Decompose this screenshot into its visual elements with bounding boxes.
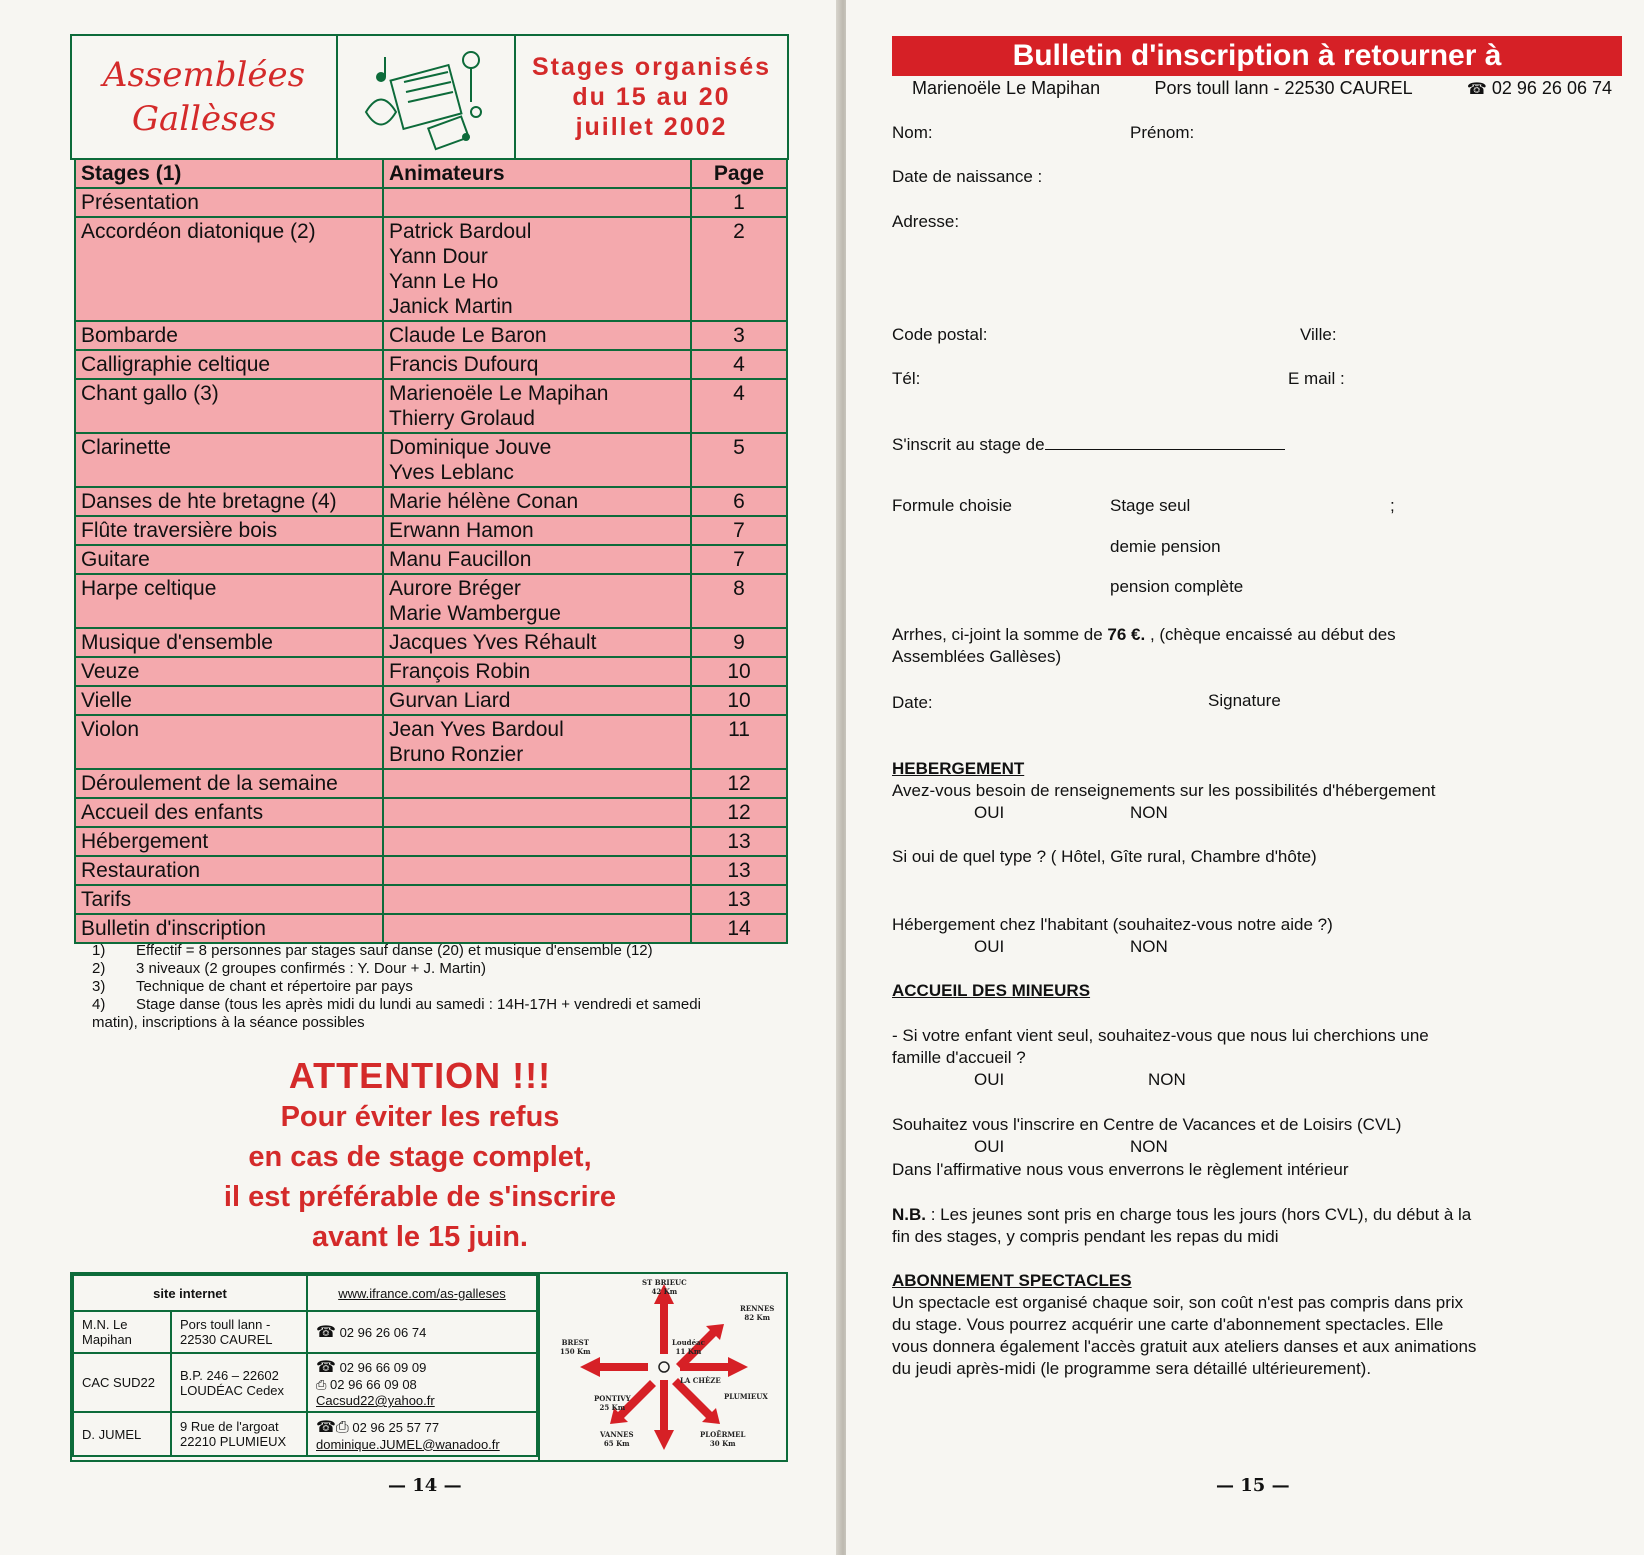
page-number: 13 [691, 856, 787, 885]
footnote [92, 942, 732, 960]
page-number: 12 [691, 798, 787, 827]
animateur-name [389, 771, 685, 796]
label-prenom: Prénom: [1130, 123, 1195, 142]
title-line-2: du 15 au 20 [572, 83, 731, 111]
table-row [75, 217, 787, 321]
label-formule: Formule choisie [892, 496, 1012, 515]
stage-field [892, 434, 1285, 456]
acc-q2-non[interactable]: NON [1130, 1137, 1168, 1156]
animateur-name: Yann Le Ho [389, 270, 499, 293]
stage-name: Flûte traversière bois [75, 516, 383, 545]
page-number: 11 [691, 715, 787, 769]
animateurs-cell [383, 798, 691, 827]
stage-name: Chant gallo (3) [75, 379, 383, 433]
table-row [75, 379, 787, 433]
formule-option-label: Stage seul [1110, 496, 1191, 515]
table-row [75, 321, 787, 350]
page-number: 10 [691, 657, 787, 686]
dj-email-link[interactable]: dominique.JUMEL@wanadoo.fr [316, 1436, 500, 1452]
footnote-text: Stage danse (tous les après midi du lundi au samedi : 14H-17H + vendredi et samedi matin), inscriptions à la séance possibles [92, 996, 701, 1031]
fax-icon: ⎙ [316, 1377, 327, 1392]
stage-name: Clarinette [75, 433, 383, 487]
animateurs-cell [383, 487, 691, 516]
header-box [70, 34, 789, 160]
page-number: 6 [691, 487, 787, 516]
title-line-1: Stages organisés [531, 53, 772, 81]
abonnement-text: Un spectacle est organisé chaque soir, son coût n'est pas compris dans prix du stage. Vous pourrez acquérir une carte d'abonnement spectacles. Elle vous donnera également l'accès gratuit aux ateliers danses et aux animations du jeudi après-midi (le programme sera détaillé ultérieurement). [892, 1293, 1477, 1378]
page-number: 1 [691, 188, 787, 217]
phone-icon: ☎ [316, 1359, 336, 1376]
attention-notice [190, 1055, 650, 1257]
stage-name: Musique d'ensemble [75, 628, 383, 657]
label-stage: S'inscrit au stage de [892, 435, 1045, 454]
phone-icon: ☎ [316, 1324, 336, 1341]
stage-name: Guitare [75, 545, 383, 574]
footnote-number: 4) [92, 996, 106, 1013]
heb-q3-oui[interactable]: OUI [974, 937, 1005, 956]
acc-q1-non[interactable]: NON [1148, 1070, 1186, 1089]
stage-name: Veuze [75, 657, 383, 686]
page-number: 2 [691, 217, 787, 321]
animateurs-cell [383, 379, 691, 433]
animateur-name: Patrick Bardoul [389, 220, 532, 243]
stage-name: Violon [75, 715, 383, 769]
map-label-brest: BREST 150 Km [560, 1338, 591, 1356]
acc-q2-oui[interactable]: OUI [974, 1137, 1005, 1156]
acc-q1-oui[interactable]: OUI [974, 1070, 1005, 1089]
section-abonnement: ABONNEMENT SPECTACLES [892, 1271, 1132, 1290]
label-nom: Nom: [892, 123, 933, 142]
animateur-name: Marie Wambergue [389, 602, 561, 625]
return-address [912, 78, 1612, 99]
page-number: 3 [691, 321, 787, 350]
animateur-name [389, 800, 685, 825]
map-label-stbrieuc: ST BRIEUC 42 Km [642, 1278, 687, 1296]
animateur-name [389, 858, 685, 883]
label-code-postal: Code postal: [892, 325, 988, 344]
page-number: 5 [691, 433, 787, 487]
phone-icon: ☎ [1466, 81, 1487, 98]
contact-dj-phone: ☎⎙ 02 96 25 57 77 dominique.JUMEL@wanadoo.fr [307, 1412, 537, 1456]
animateur-name: Bruno Ronzier [389, 743, 524, 766]
stage-input[interactable] [1045, 435, 1285, 450]
animateur-name [389, 916, 685, 941]
table-header-row [75, 159, 787, 188]
footnote-text: Technique de chant et répertoire par pays [136, 978, 413, 995]
animateurs-cell [383, 657, 691, 686]
heb-q1-non[interactable]: NON [1130, 803, 1168, 822]
map-label-lacheze: LA CHÈZE [680, 1376, 721, 1385]
header-stages: Stages (1) [75, 159, 383, 188]
label-adresse: Adresse: [892, 212, 960, 231]
acc-note: Dans l'affirmative nous vous enverrons le règlement intérieur [892, 1160, 1349, 1179]
stage-name: Déroulement de la semaine [75, 769, 383, 798]
page-number: 4 [691, 379, 787, 433]
animateurs-cell [383, 628, 691, 657]
heb-question-2: Si oui de quel type ? ( Hôtel, Gîte rural, Chambre d'hôte) [892, 847, 1317, 866]
page-number: 12 [691, 769, 787, 798]
table-row [75, 798, 787, 827]
addr-phone: ☎ 02 96 26 06 74 [1466, 78, 1612, 98]
distance-map [538, 1274, 788, 1460]
animateurs-cell [383, 433, 691, 487]
animateur-name: François Robin [389, 660, 531, 683]
page-number-left: — 14 — [388, 1475, 462, 1496]
contacts-box [70, 1272, 788, 1462]
page-number: 14 [691, 914, 787, 943]
animateurs-cell [383, 885, 691, 914]
formule-option-mark: ; [1390, 496, 1395, 515]
nb-label: N.B. [892, 1205, 926, 1224]
form-banner: Bulletin d'inscription à retourner à [892, 36, 1622, 76]
nb-note: N.B. : Les jeunes sont pris en charge tous les jours (hors CVL), du début à la fin des stages, y compris pendant les repas du midi [892, 1205, 1472, 1246]
animateur-name: Dominique Jouve [389, 436, 552, 459]
phone-fax-icon: ☎⎙ [316, 1418, 349, 1436]
page-number: 7 [691, 545, 787, 574]
animateurs-cell [383, 686, 691, 715]
arrhes-text: Arrhes, ci-joint la somme de 76 €. , (chèque encaissé au début des Assemblées Gallèses) [892, 625, 1396, 666]
stage-name: Calligraphie celtique [75, 350, 383, 379]
animateurs-cell [383, 574, 691, 628]
contact-mn-phone: ☎ 02 96 26 06 74 [307, 1311, 537, 1353]
acc-question-1: - Si votre enfant vient seul, souhaitez-vous que nous lui cherchions une famille d'accueil ? [892, 1026, 1429, 1067]
map-label-plumieux: PLUMIEUX [724, 1392, 768, 1401]
heb-q1-oui[interactable]: OUI [974, 803, 1005, 822]
animateur-name: Janick Martin [389, 295, 513, 318]
table-row [75, 516, 787, 545]
map-label-loudeac: Loudéac 11 Km [672, 1338, 705, 1356]
contact-mn-name: M.N. Le Mapihan [73, 1311, 171, 1353]
animateurs-cell [383, 350, 691, 379]
acc-question-2: Souhaitez vous l'inscrire en Centre de Vacances et de Loisirs (CVL) [892, 1115, 1402, 1134]
animateur-name: Yves Leblanc [389, 461, 514, 484]
music-instruments-illustration [338, 36, 516, 158]
site-label: site internet [73, 1275, 307, 1311]
label-ville: Ville: [1300, 325, 1337, 344]
table-row [75, 350, 787, 379]
section-hebergement: HEBERGEMENT [892, 759, 1025, 778]
addr-street: Pors toull lann - 22530 CAUREL [1154, 78, 1413, 98]
animateur-name: Jacques Yves Réhault [389, 631, 597, 654]
animateurs-cell [383, 827, 691, 856]
animateur-name: Thierry Grolaud [389, 407, 535, 430]
animateurs-cell [383, 188, 691, 217]
table-row [75, 914, 787, 943]
header-animateurs: Animateurs [383, 159, 691, 188]
animateur-name: Manu Faucillon [389, 548, 532, 571]
logo-line-1: Assemblées [102, 55, 306, 95]
animateur-name [389, 190, 685, 215]
map-label-vannes: VANNES 65 Km [600, 1430, 634, 1448]
table-row [75, 885, 787, 914]
formule-pension-complete[interactable]: pension complète [1110, 577, 1244, 596]
animateur-name [389, 887, 685, 912]
animateur-name: Yann Dour [389, 245, 488, 268]
label-date: Date: [892, 693, 933, 712]
animateurs-cell [383, 321, 691, 350]
animateurs-cell [383, 856, 691, 885]
animateur-name: Marie hélène Conan [389, 490, 579, 513]
table-row [75, 628, 787, 657]
attention-heading: ATTENTION !!! [288, 1055, 552, 1096]
animateurs-cell [383, 769, 691, 798]
table-row [75, 856, 787, 885]
animateurs-cell [383, 516, 691, 545]
footnote [92, 960, 732, 978]
contact-cac-phone: ☎ 02 96 66 09 09 ⎙ 02 96 66 09 08 Cacsud22@yahoo.fr [307, 1353, 537, 1412]
stage-name: Harpe celtique [75, 574, 383, 628]
page-number: 13 [691, 827, 787, 856]
animateur-name: Aurore Bréger [389, 577, 521, 600]
section-accueil-mineurs: ACCUEIL DES MINEURS [892, 981, 1091, 1000]
animateur-name: Gurvan Liard [389, 689, 511, 712]
page-number: 13 [691, 885, 787, 914]
stage-name: Accueil des enfants [75, 798, 383, 827]
animateur-name: Erwann Hamon [389, 519, 534, 542]
table-row [75, 188, 787, 217]
map-label-rennes: RENNES 82 Km [740, 1304, 775, 1322]
footnote-number: 2) [92, 960, 106, 977]
page-number: 8 [691, 574, 787, 628]
contents-table [74, 158, 788, 944]
animateurs-cell [383, 914, 691, 943]
animateurs-cell [383, 545, 691, 574]
formule-stage-seul[interactable] [1110, 495, 1395, 517]
contact-cac-name: CAC SUD22 [73, 1353, 171, 1412]
addr-name: Marienoële Le Mapihan [912, 78, 1101, 98]
map-label-pontivy: PONTIVY 25 Km [594, 1394, 631, 1412]
page-number: 10 [691, 686, 787, 715]
heb-question-3: Hébergement chez l'habitant (souhaitez-vous notre aide ?) [892, 915, 1333, 934]
attention-line: avant le 15 juin. [312, 1221, 528, 1253]
stage-name: Bombarde [75, 321, 383, 350]
label-tel: Tél: [892, 369, 921, 388]
contact-mn-address: Pors toull lann - 22530 CAUREL [171, 1311, 307, 1353]
table-row [75, 827, 787, 856]
attention-line: il est préférable de s'inscrire [223, 1181, 617, 1213]
attention-line: Pour éviter les refus [280, 1101, 560, 1133]
header-title [516, 36, 787, 158]
animateur-name: Jean Yves Bardoul [389, 718, 564, 741]
logo-line-2: Gallèses [131, 99, 277, 139]
formule-demie-pension[interactable]: demie pension [1110, 537, 1221, 556]
contact-dj-name: D. JUMEL [73, 1412, 171, 1456]
page-number: 7 [691, 516, 787, 545]
logo [72, 36, 338, 158]
stage-name: Tarifs [75, 885, 383, 914]
contacts-table [72, 1274, 538, 1457]
header-page: Page [691, 159, 787, 188]
table-row [75, 545, 787, 574]
stage-name: Hébergement [75, 827, 383, 856]
map-label-ploermel: PLOËRMEL 30 Km [700, 1430, 746, 1448]
stage-name: Vielle [75, 686, 383, 715]
footnote [92, 978, 732, 996]
page-number-right: — 15 — [1216, 1475, 1290, 1496]
animateurs-cell [383, 217, 691, 321]
title-line-3: juillet 2002 [575, 113, 728, 141]
heb-question-1: Avez-vous besoin de renseignements sur les possibilités d'hébergement [892, 781, 1436, 800]
label-date-naissance: Date de naissance : [892, 167, 1043, 186]
contact-cac-address: B.P. 246 – 22602 LOUDÉAC Cedex [171, 1353, 307, 1412]
site-link[interactable]: www.ifrance.com/as-galleses [338, 1285, 506, 1301]
footnote-number: 3) [92, 978, 106, 995]
stage-name: Accordéon diatonique (2) [75, 217, 383, 321]
table-row [75, 574, 787, 628]
animateur-name [389, 829, 685, 854]
page-number: 4 [691, 350, 787, 379]
table-row [75, 686, 787, 715]
animateur-name: Marienoële Le Mapihan [389, 382, 609, 405]
stage-name: Présentation [75, 188, 383, 217]
heb-q3-non[interactable]: NON [1130, 937, 1168, 956]
arrhes-amount: 76 €. [1107, 625, 1146, 644]
map-arrows [540, 1274, 788, 1460]
contact-dj-address: 9 Rue de l'argoat 22210 PLUMIEUX [171, 1412, 307, 1456]
footnotes [92, 942, 732, 1032]
table-row [75, 433, 787, 487]
stage-name: Bulletin d'inscription [75, 914, 383, 943]
table-row [75, 487, 787, 516]
footnote-text: 3 niveaux (2 groupes confirmés : Y. Dour + J. Martin) [136, 960, 487, 977]
animateurs-cell [383, 715, 691, 769]
table-row [75, 715, 787, 769]
footnote-text: Effectif = 8 personnes par stages sauf danse (20) et musique d'ensemble (12) [136, 942, 653, 959]
animateur-name: Claude Le Baron [389, 324, 547, 347]
label-signature: Signature [1208, 691, 1281, 710]
table-row [75, 769, 787, 798]
stage-name: Danses de hte bretagne (4) [75, 487, 383, 516]
page-number: 9 [691, 628, 787, 657]
cac-email-link[interactable]: Cacsud22@yahoo.fr [316, 1393, 435, 1408]
attention-line: en cas de stage complet, [248, 1141, 592, 1173]
label-email: E mail : [1288, 369, 1345, 388]
footnote [92, 996, 732, 1032]
footnote-number: 1) [92, 942, 106, 959]
stage-name: Restauration [75, 856, 383, 885]
table-row [75, 657, 787, 686]
animateur-name: Francis Dufourq [389, 353, 539, 376]
